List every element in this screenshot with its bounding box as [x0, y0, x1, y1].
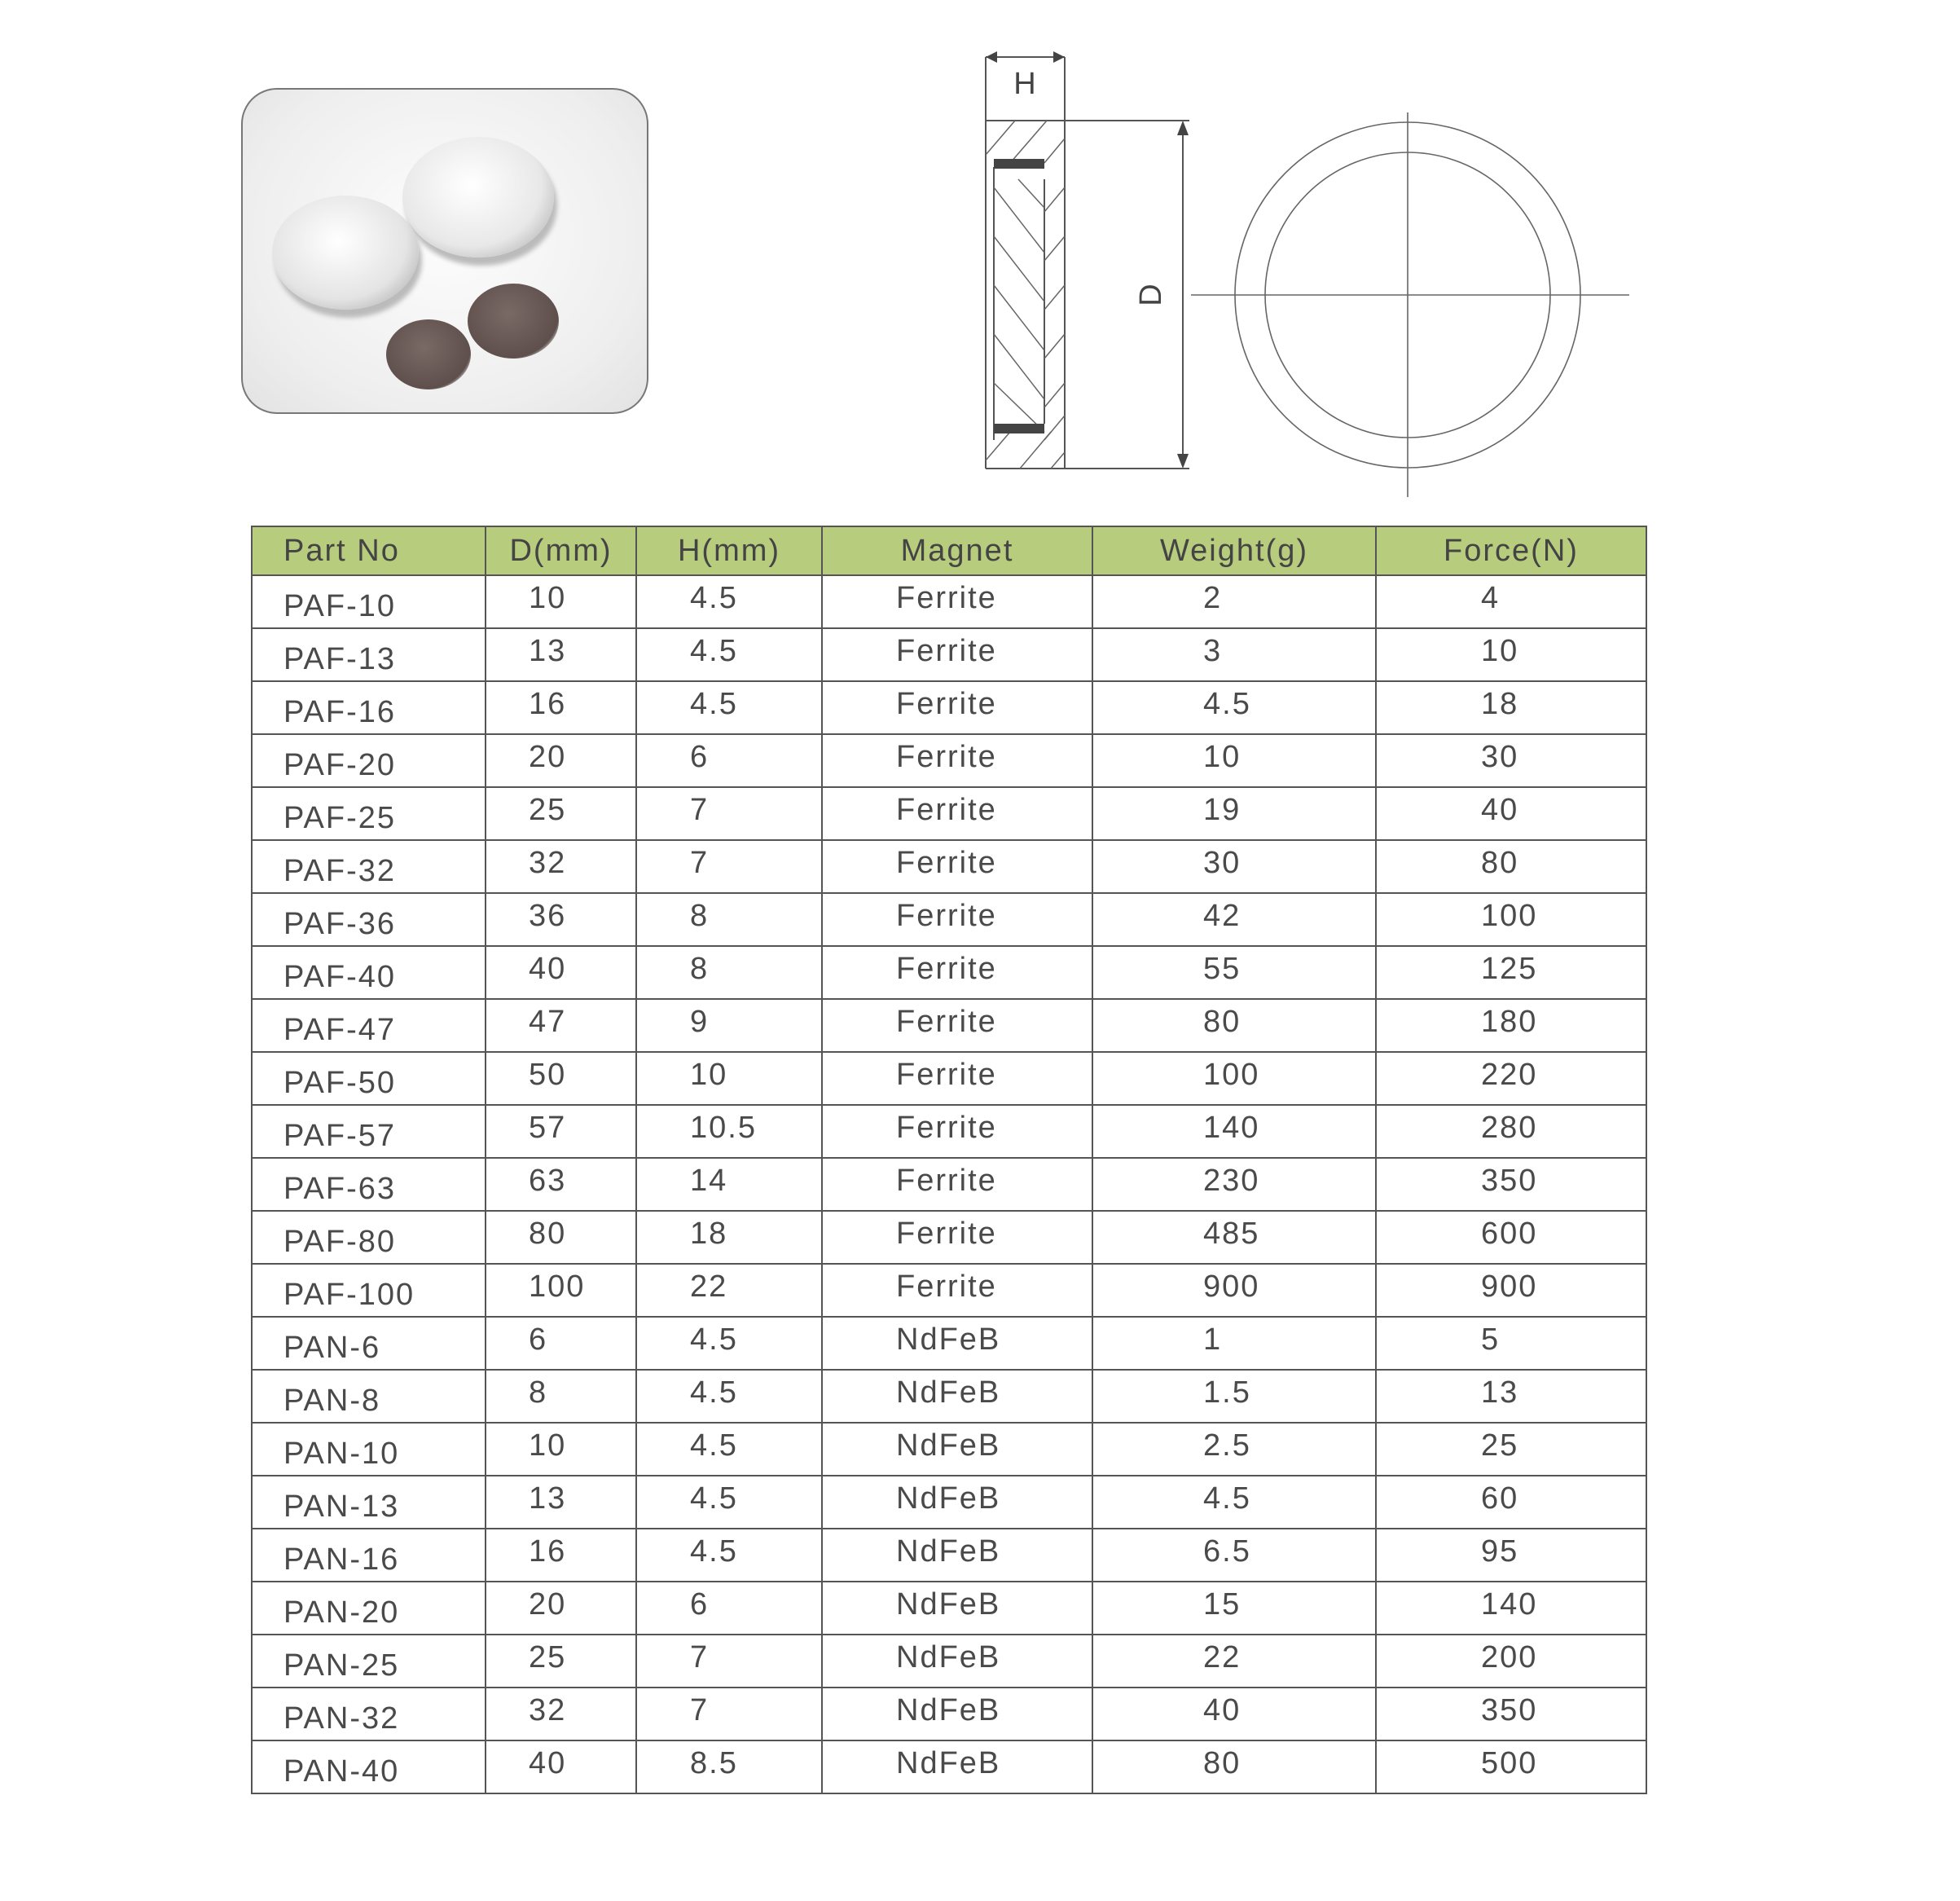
cell-height: 7 [636, 787, 822, 840]
cell-weight: 140 [1092, 1105, 1376, 1158]
cell-diameter: 16 [486, 1529, 636, 1582]
cell-height: 4.5 [636, 628, 822, 681]
cell-magnet: NdFeB [822, 1370, 1092, 1423]
table-row [252, 1211, 1646, 1264]
cell-height: 4.5 [636, 1317, 822, 1370]
cell-part-no: PAF-40 [252, 946, 486, 999]
cell-weight: 80 [1092, 1740, 1376, 1793]
cell-weight: 2.5 [1092, 1423, 1376, 1476]
table-row [252, 1476, 1646, 1529]
cell-part-no: PAN-10 [252, 1423, 486, 1476]
cell-diameter: 6 [486, 1317, 636, 1370]
magnet-disc-silver-large [402, 137, 554, 257]
cell-height: 4.5 [636, 1476, 822, 1529]
cell-weight: 80 [1092, 999, 1376, 1052]
dimension-h-label: H [1013, 67, 1036, 101]
header-force: Force(N) [1376, 526, 1646, 575]
cell-part-no: PAF-50 [252, 1052, 486, 1105]
cell-weight: 40 [1092, 1688, 1376, 1740]
cell-weight: 4.5 [1092, 681, 1376, 734]
cell-height: 8 [636, 893, 822, 946]
cell-height: 7 [636, 1635, 822, 1688]
cell-magnet: Ferrite [822, 1211, 1092, 1264]
cell-force: 5 [1376, 1317, 1646, 1370]
cell-part-no: PAN-32 [252, 1688, 486, 1740]
table-row [252, 946, 1646, 999]
cell-magnet: NdFeB [822, 1688, 1092, 1740]
cell-part-no: PAF-100 [252, 1264, 486, 1317]
cell-part-no: PAN-40 [252, 1740, 486, 1793]
cell-weight: 19 [1092, 787, 1376, 840]
cell-force: 220 [1376, 1052, 1646, 1105]
header-magnet: Magnet [822, 526, 1092, 575]
arrow-d-top [1177, 121, 1189, 135]
cell-magnet: NdFeB [822, 1635, 1092, 1688]
table-row [252, 1105, 1646, 1158]
cell-weight: 15 [1092, 1582, 1376, 1635]
cell-magnet: Ferrite [822, 893, 1092, 946]
header-weight: Weight(g) [1092, 526, 1376, 575]
cell-magnet: Ferrite [822, 628, 1092, 681]
cell-height: 6 [636, 734, 822, 787]
cell-magnet: NdFeB [822, 1476, 1092, 1529]
cell-weight: 10 [1092, 734, 1376, 787]
cell-part-no: PAF-36 [252, 893, 486, 946]
cell-part-no: PAN-6 [252, 1317, 486, 1370]
cell-magnet: NdFeB [822, 1317, 1092, 1370]
steel-cup-bottom-edge [994, 424, 1044, 433]
cell-height: 4.5 [636, 1370, 822, 1423]
cell-magnet: Ferrite [822, 681, 1092, 734]
table-row [252, 1370, 1646, 1423]
table-row [252, 1317, 1646, 1370]
cell-diameter: 40 [486, 1740, 636, 1793]
header-diameter: D(mm) [486, 526, 636, 575]
magnet-disc-silver-medium [272, 196, 419, 310]
cell-weight: 485 [1092, 1211, 1376, 1264]
cell-magnet: Ferrite [822, 1105, 1092, 1158]
cell-diameter: 32 [486, 1688, 636, 1740]
cell-force: 80 [1376, 840, 1646, 893]
specification-table [251, 526, 1647, 1794]
cell-diameter: 50 [486, 1052, 636, 1105]
table-row [252, 893, 1646, 946]
technical-drawing [961, 41, 1646, 505]
cell-part-no: PAF-16 [252, 681, 486, 734]
magnet-disc-brown-small [386, 319, 471, 389]
cell-part-no: PAN-25 [252, 1635, 486, 1688]
cell-weight: 3 [1092, 628, 1376, 681]
cell-force: 900 [1376, 1264, 1646, 1317]
cell-force: 40 [1376, 787, 1646, 840]
cell-force: 125 [1376, 946, 1646, 999]
cell-height: 7 [636, 1688, 822, 1740]
cell-height: 8 [636, 946, 822, 999]
cell-diameter: 100 [486, 1264, 636, 1317]
table-row [252, 575, 1646, 628]
header-part-no: Part No [252, 526, 486, 575]
cell-height: 7 [636, 840, 822, 893]
table-row [252, 1740, 1646, 1793]
cell-part-no: PAN-16 [252, 1529, 486, 1582]
cell-magnet: Ferrite [822, 734, 1092, 787]
dimension-d-label: D [1134, 284, 1168, 306]
cell-diameter: 32 [486, 840, 636, 893]
cell-force: 95 [1376, 1529, 1646, 1582]
cell-height: 4.5 [636, 1423, 822, 1476]
table-row [252, 628, 1646, 681]
product-photo [241, 88, 648, 414]
cell-magnet: NdFeB [822, 1423, 1092, 1476]
cell-diameter: 36 [486, 893, 636, 946]
table-header-row [252, 526, 1646, 575]
table-row [252, 1052, 1646, 1105]
cell-height: 22 [636, 1264, 822, 1317]
arrow-h-right [1053, 51, 1065, 63]
cell-height: 10 [636, 1052, 822, 1105]
magnet-disc-brown-large [468, 284, 559, 359]
cell-magnet: NdFeB [822, 1740, 1092, 1793]
cell-diameter: 25 [486, 1635, 636, 1688]
cell-force: 350 [1376, 1158, 1646, 1211]
cell-height: 18 [636, 1211, 822, 1264]
cell-diameter: 10 [486, 1423, 636, 1476]
steel-cup-top-edge [994, 159, 1044, 169]
cell-height: 4.5 [636, 1529, 822, 1582]
cell-weight: 30 [1092, 840, 1376, 893]
cell-weight: 6.5 [1092, 1529, 1376, 1582]
cell-part-no: PAF-10 [252, 575, 486, 628]
cell-part-no: PAN-20 [252, 1582, 486, 1635]
cell-part-no: PAF-63 [252, 1158, 486, 1211]
cell-force: 140 [1376, 1582, 1646, 1635]
cell-force: 500 [1376, 1740, 1646, 1793]
cell-weight: 100 [1092, 1052, 1376, 1105]
cell-magnet: NdFeB [822, 1529, 1092, 1582]
table-row [252, 999, 1646, 1052]
cell-weight: 22 [1092, 1635, 1376, 1688]
arrow-h-left [986, 51, 997, 63]
cell-weight: 4.5 [1092, 1476, 1376, 1529]
table-row [252, 681, 1646, 734]
cell-part-no: PAN-13 [252, 1476, 486, 1529]
cell-force: 280 [1376, 1105, 1646, 1158]
cell-force: 200 [1376, 1635, 1646, 1688]
table-row [252, 1635, 1646, 1688]
cell-diameter: 16 [486, 681, 636, 734]
cell-weight: 1.5 [1092, 1370, 1376, 1423]
cell-force: 600 [1376, 1211, 1646, 1264]
table-row [252, 1582, 1646, 1635]
cell-diameter: 8 [486, 1370, 636, 1423]
cell-magnet: Ferrite [822, 1158, 1092, 1211]
arrow-d-bottom [1177, 454, 1189, 469]
cell-magnet: NdFeB [822, 1582, 1092, 1635]
cell-magnet: Ferrite [822, 946, 1092, 999]
cell-diameter: 80 [486, 1211, 636, 1264]
cell-diameter: 25 [486, 787, 636, 840]
table-row [252, 787, 1646, 840]
cell-force: 10 [1376, 628, 1646, 681]
cell-diameter: 13 [486, 1476, 636, 1529]
cell-force: 350 [1376, 1688, 1646, 1740]
cell-magnet: Ferrite [822, 840, 1092, 893]
table-row [252, 1158, 1646, 1211]
cell-weight: 55 [1092, 946, 1376, 999]
cell-diameter: 10 [486, 575, 636, 628]
cell-height: 8.5 [636, 1740, 822, 1793]
header-height: H(mm) [636, 526, 822, 575]
table-row [252, 1264, 1646, 1317]
cell-force: 25 [1376, 1423, 1646, 1476]
table-row [252, 1423, 1646, 1476]
cell-height: 9 [636, 999, 822, 1052]
cell-weight: 1 [1092, 1317, 1376, 1370]
cell-magnet: Ferrite [822, 999, 1092, 1052]
cell-part-no: PAN-8 [252, 1370, 486, 1423]
table-row [252, 1688, 1646, 1740]
cell-diameter: 20 [486, 1582, 636, 1635]
cell-weight: 2 [1092, 575, 1376, 628]
cell-force: 100 [1376, 893, 1646, 946]
cell-part-no: PAF-25 [252, 787, 486, 840]
cell-part-no: PAF-80 [252, 1211, 486, 1264]
cell-part-no: PAF-47 [252, 999, 486, 1052]
cell-weight: 900 [1092, 1264, 1376, 1317]
table-body [252, 575, 1646, 1793]
cell-weight: 230 [1092, 1158, 1376, 1211]
cell-height: 14 [636, 1158, 822, 1211]
cell-height: 6 [636, 1582, 822, 1635]
cell-part-no: PAF-32 [252, 840, 486, 893]
cell-diameter: 47 [486, 999, 636, 1052]
cell-height: 4.5 [636, 575, 822, 628]
cell-force: 13 [1376, 1370, 1646, 1423]
table-row [252, 1529, 1646, 1582]
cell-force: 18 [1376, 681, 1646, 734]
table-row [252, 734, 1646, 787]
cell-diameter: 63 [486, 1158, 636, 1211]
cell-magnet: Ferrite [822, 1264, 1092, 1317]
cell-force: 4 [1376, 575, 1646, 628]
cell-weight: 42 [1092, 893, 1376, 946]
cell-force: 60 [1376, 1476, 1646, 1529]
cell-part-no: PAF-57 [252, 1105, 486, 1158]
cell-force: 180 [1376, 999, 1646, 1052]
cell-height: 4.5 [636, 681, 822, 734]
cell-diameter: 57 [486, 1105, 636, 1158]
cell-magnet: Ferrite [822, 575, 1092, 628]
cell-part-no: PAF-13 [252, 628, 486, 681]
cell-diameter: 13 [486, 628, 636, 681]
cell-magnet: Ferrite [822, 787, 1092, 840]
cell-part-no: PAF-20 [252, 734, 486, 787]
cell-force: 30 [1376, 734, 1646, 787]
cell-magnet: Ferrite [822, 1052, 1092, 1105]
cell-height: 10.5 [636, 1105, 822, 1158]
cell-diameter: 20 [486, 734, 636, 787]
cell-diameter: 40 [486, 946, 636, 999]
table-row [252, 840, 1646, 893]
